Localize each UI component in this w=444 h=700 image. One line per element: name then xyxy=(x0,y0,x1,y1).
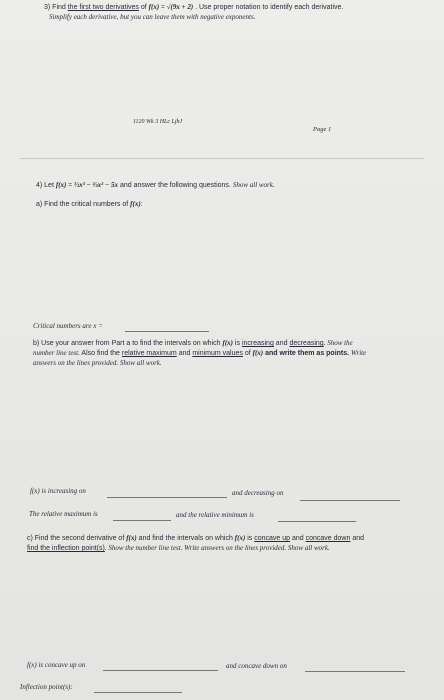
part-b-link-max: relative maximum xyxy=(121,350,177,357)
q4-text: and answer the following questions. xyxy=(118,182,233,189)
part-c-text: is xyxy=(245,535,255,542)
part-a-text: a) Find the critical numbers of xyxy=(36,201,131,208)
q3-line-2: Simplify each derivative, but you can leave them with negative exponents. xyxy=(49,13,256,21)
part-b-text: and write them as points. xyxy=(263,350,352,357)
decreasing-answer-line[interactable] xyxy=(300,500,400,501)
increasing-label: f(x) is increasing on xyxy=(30,487,86,495)
concave-up-answer-line[interactable] xyxy=(103,670,218,671)
critical-numbers-answer-line[interactable] xyxy=(125,331,209,332)
page-number: Page 1 xyxy=(313,126,332,133)
part-c-function: f(x) xyxy=(234,534,246,542)
part-b-text: number line test. xyxy=(33,349,80,357)
inflection-points-label: Inflection point(s): xyxy=(20,683,73,691)
part-b-text: Write xyxy=(351,349,367,357)
part-b-line-2 xyxy=(33,349,366,358)
q4-text: 4) Let xyxy=(36,182,56,189)
part-c-text: and xyxy=(350,535,365,542)
page-divider xyxy=(20,158,424,159)
critical-numbers-label: Critical numbers are x = xyxy=(33,322,103,330)
q4-function: f(x) = ⅓x³ − ⅔x² − 5x xyxy=(55,181,119,189)
part-b-line-3: answers on the lines provided. Show all work. xyxy=(33,359,162,367)
part-b-link-increasing: increasing xyxy=(241,340,274,347)
part-b-link-min: minimum values xyxy=(192,350,243,357)
part-c-link-inflection: find the inflection point(s) xyxy=(27,545,105,552)
part-c-link-concave-up: concave up xyxy=(254,535,291,542)
part-b-text: is xyxy=(232,340,242,347)
relative-max-label: The relative maximum is xyxy=(29,510,98,518)
q3-link: the first two derivatives xyxy=(67,4,139,11)
part-c-text: and find the intervals on which xyxy=(136,535,235,542)
relative-min-label: and the relative minimum is xyxy=(176,511,254,519)
part-b-text: Also find the xyxy=(79,350,122,357)
part-c-text: and xyxy=(290,535,306,542)
relative-max-answer-line[interactable] xyxy=(113,520,171,521)
q3-function: f(x) = √(9x + 2) xyxy=(148,3,194,11)
q3-text: . Use proper notation to identify each derivative. xyxy=(193,4,344,11)
part-b-line-1 xyxy=(33,339,353,348)
part-b-function: f(x) xyxy=(222,339,233,347)
part-a-function: f(x) xyxy=(130,200,141,208)
part-b-link-decreasing: decreasing xyxy=(289,340,324,347)
part-b-text: and xyxy=(176,350,193,357)
part-a-prompt xyxy=(36,200,143,209)
inflection-points-answer-line[interactable] xyxy=(94,692,182,693)
course-code: 1120 Wk 3 HLc LjhJ xyxy=(133,119,183,125)
q3-text: of xyxy=(138,4,149,11)
part-c-line-2 xyxy=(27,544,330,553)
part-b-text: . Show the xyxy=(323,339,353,347)
concave-down-label: and concave down on xyxy=(226,662,287,670)
part-c-link-concave-down: concave down xyxy=(305,535,351,542)
relative-min-answer-line[interactable] xyxy=(278,521,356,522)
part-c-text: c) Find the second derivative of xyxy=(27,535,127,542)
part-c-text: . Show the number line test. Write answers on the lines provided. Show all work. xyxy=(104,544,330,552)
q4-show-work: Show all work. xyxy=(232,181,275,189)
concave-down-answer-line[interactable] xyxy=(305,671,405,672)
part-b-function: f(x) xyxy=(252,349,264,357)
part-c-function: f(x) xyxy=(126,534,137,542)
decreasing-label: and decreasing on xyxy=(232,489,284,497)
concave-up-label: f(x) is concave up on xyxy=(27,661,86,669)
part-b-text: and xyxy=(273,340,290,347)
q4-header xyxy=(36,181,275,190)
part-c-line-1 xyxy=(27,534,364,543)
increasing-answer-line[interactable] xyxy=(107,497,227,498)
q3-text: 3) Find xyxy=(44,4,68,11)
part-b-text: b) Use your answer from Part a to find the intervals on which xyxy=(33,340,223,347)
part-a-text: : xyxy=(140,201,143,208)
q3-line-1 xyxy=(44,3,343,12)
part-b-text: of xyxy=(242,350,253,357)
